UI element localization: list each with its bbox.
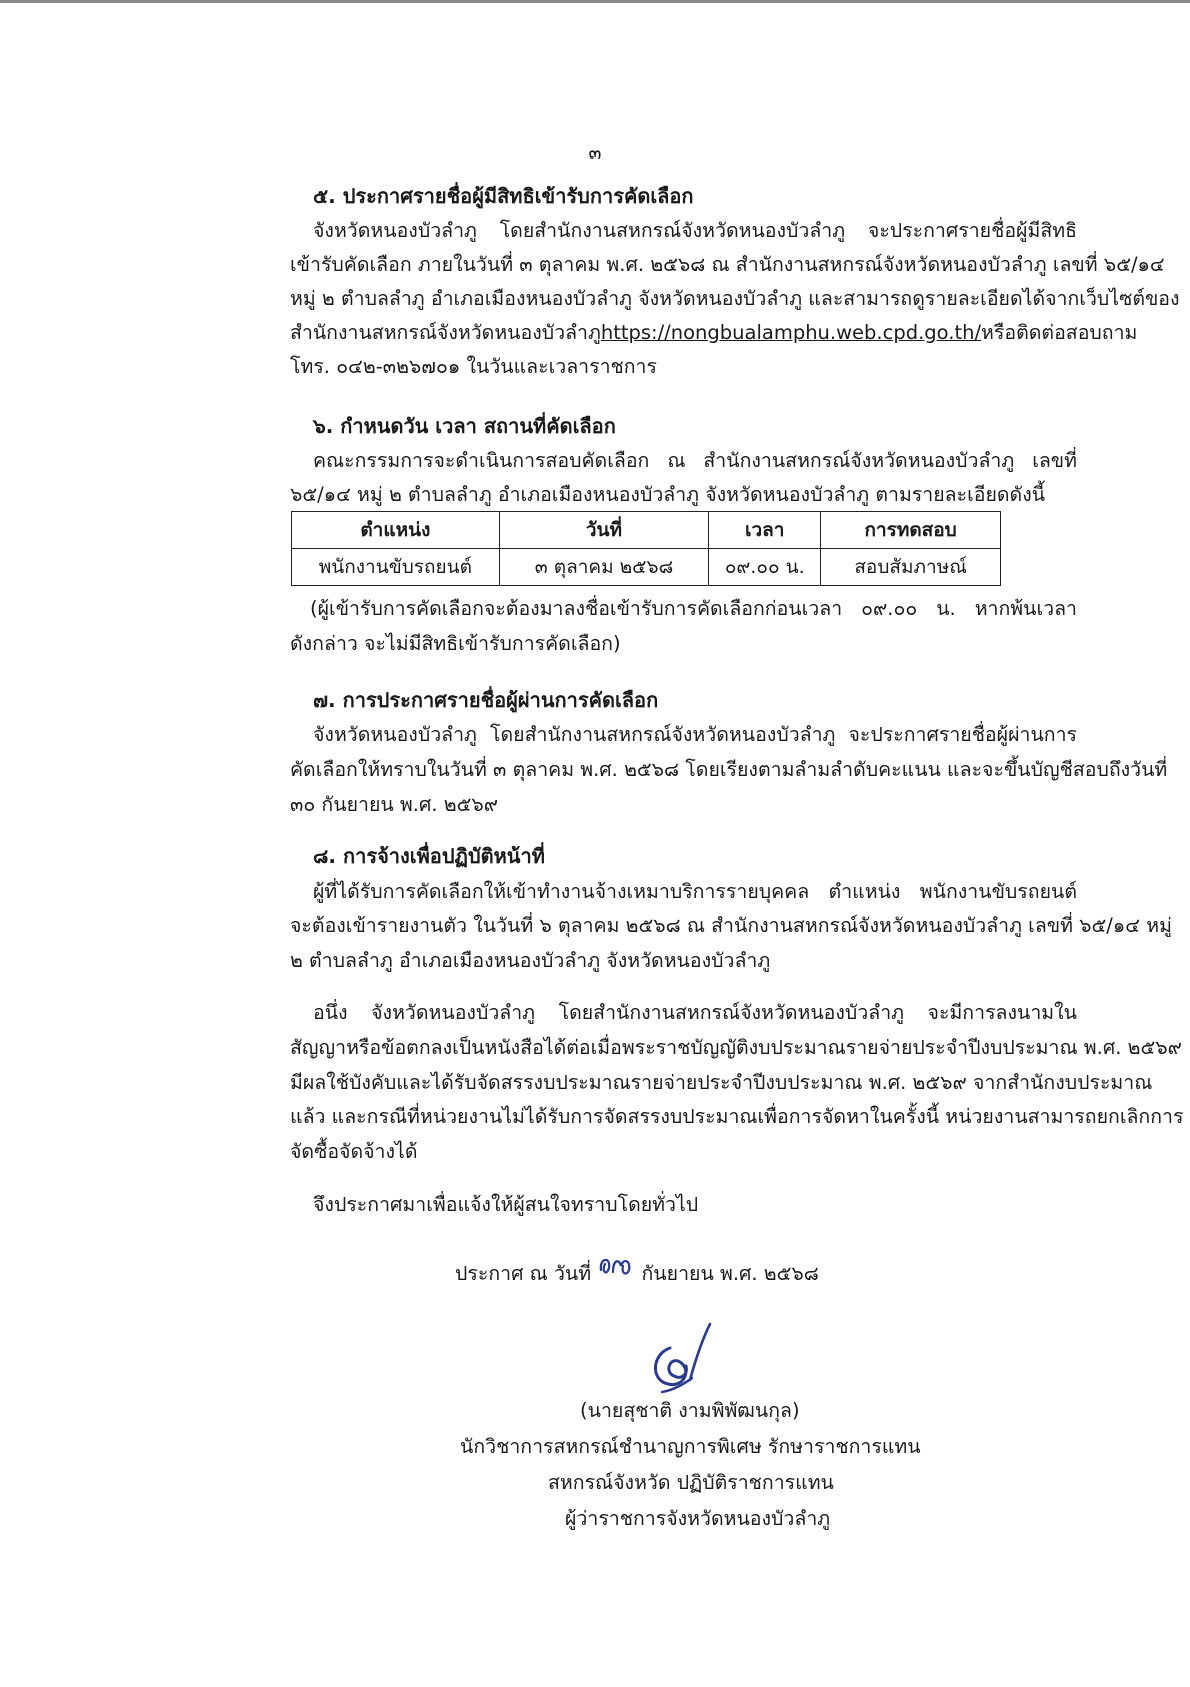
sec6-note-2: ดังกล่าว จะไม่มีสิทธิเข้ารับการคัดเลือก)	[290, 632, 621, 655]
schedule-table	[291, 511, 1001, 586]
signatory-title-1: นักวิชาการสหกรณ์ชำนาญการพิเศษ รักษาราชการแทน	[460, 1435, 921, 1458]
sec8-line-1: ผู้ที่ได้รับการคัดเลือกให้เข้าทำงานจ้างเหมาบริการรายบุคคล ตำแหน่ง พนักงานขับรถยนต์	[313, 880, 1077, 903]
table-row	[292, 549, 1001, 586]
sec8-p2-line-1: อนึ่ง จังหวัดหนองบัวลำภู โดยสำนักงานสหกรณ์จังหวัดหนองบัวลำภู จะมีการลงนามใน	[313, 1001, 1077, 1024]
sec8-line-3: ๒ ตำบลลำภู อำเภอเมืองหนองบัวลำภู จังหวัดหนองบัวลำภู	[290, 949, 771, 972]
signatory-name: (นายสุชาติ งามพิพัฒนกุล)	[580, 1399, 800, 1422]
sec8-p2-line-3: มีผลใช้บังคับและได้รับจัดสรรงบประมาณรายจ่ายประจำปีงบประมาณ พ.ศ. ๒๕๖๙ จากสำนักงบประมาณ	[290, 1071, 1153, 1094]
website-link[interactable]: https://nongbualamphu.web.cpd.go.th/	[600, 321, 982, 344]
cell-date: ๓ ตุลาคม ๒๕๖๘	[499, 549, 709, 586]
closing-line: จึงประกาศมาเพื่อแจ้งให้ผู้สนใจทราบโดยทั่วไป	[313, 1193, 699, 1216]
handwritten-day	[597, 1250, 635, 1291]
sec6-line-2: ๖๕/๑๔ หมู่ ๒ ตำบลลำภู อำเภอเมืองหนองบัวลำภู จังหวัดหนองบัวลำภู ตามรายละเอียดดังนี้	[290, 483, 1046, 506]
table-header-row	[292, 512, 1001, 549]
cell-test: สอบสัมภาษณ์	[821, 549, 1001, 586]
date-prefix: ประกาศ ณ วันที่	[455, 1262, 592, 1285]
section-7-heading: ๗. การประกาศรายชื่อผู้ผ่านการคัดเลือก	[313, 688, 659, 712]
signatory-title-3: ผู้ว่าราชการจังหวัดหนองบัวลำภู	[565, 1507, 831, 1530]
cell-time: ๐๙.๐๐ น.	[709, 549, 821, 586]
header-date: วันที่	[499, 512, 709, 549]
date-line	[455, 1250, 819, 1291]
sec7-line-1: จังหวัดหนองบัวลำภู โดยสำนักงานสหกรณ์จังหวัดหนองบัวลำภู จะประกาศรายชื่อผู้ผ่านการ	[313, 723, 1077, 746]
date-suffix: กันยายน พ.ศ. ๒๕๖๘	[641, 1262, 819, 1285]
handwritten-day-mark	[597, 1250, 635, 1280]
sec5-contact-text: หรือติดต่อสอบถาม	[981, 321, 1138, 344]
sec8-p2-line-2: สัญญาหรือข้อตกลงเป็นหนังสือได้ต่อเมื่อพระราชบัญญัติงบประมาณรายจ่ายประจำปีงบประมาณ พ.ศ. ๒๕๖๙	[290, 1036, 1182, 1059]
sec5-line-3: หมู่ ๒ ตำบลลำภู อำเภอเมืองหนองบัวลำภู จังหวัดหนองบัวลำภู และสามารถดูรายละเอียดได้จากเว็บไซต์ของ	[290, 287, 1180, 310]
header-position: ตำแหน่ง	[292, 512, 500, 549]
header-time: เวลา	[709, 512, 821, 549]
section-8-heading: ๘. การจ้างเพื่อปฏิบัติหน้าที่	[313, 844, 545, 868]
sec8-p2-line-4: แล้ว และกรณีที่หน่วยงานไม่ได้รับการจัดสรรงบประมาณเพื่อการจัดหาในครั้งนี้ หน่วยงานสามารถยกเลิกการ	[290, 1105, 1184, 1128]
section-5-heading: ๕. ประกาศรายชื่อผู้มีสิทธิเข้ารับการคัดเลือก	[313, 184, 694, 208]
section-6-heading: ๖. กำหนดวัน เวลา สถานที่คัดเลือก	[313, 414, 616, 438]
sec6-line-1: คณะกรรมการจะดำเนินการสอบคัดเลือก ณ สำนักงานสหกรณ์จังหวัดหนองบัวลำภู เลขที่	[313, 449, 1077, 472]
scan-edge	[0, 0, 1190, 3]
sec5-line-1: จังหวัดหนองบัวลำภู โดยสำนักงานสหกรณ์จังหวัดหนองบัวลำภู จะประกาศรายชื่อผู้มีสิทธิ	[313, 219, 1077, 242]
sec7-line-3: ๓๐ กันยายน พ.ศ. ๒๕๖๙	[290, 793, 498, 816]
sec8-line-2: จะต้องเข้ารายงานตัว ในวันที่ ๖ ตุลาคม ๒๕๖๘ ณ สำนักงานสหกรณ์จังหวัดหนองบัวลำภู เลขที่ ๖๕/๑๔ หมู่	[290, 914, 1172, 937]
page-number: ๓	[588, 142, 602, 164]
sec5-line-2: เข้ารับคัดเลือก ภายในวันที่ ๓ ตุลาคม พ.ศ. ๒๕๖๘ ณ สำนักงานสหกรณ์จังหวัดหนองบัวลำภู เลขที่ ๖๕/๑๔	[290, 253, 1165, 276]
sec5-line-4	[290, 316, 1138, 350]
sec5-line-5: โทร. ๐๔๒-๓๒๖๗๐๑ ในวันและเวลาราชการ	[290, 355, 657, 378]
sec7-line-2: คัดเลือกให้ทราบในวันที่ ๓ ตุลาคม พ.ศ. ๒๕๖๘ โดยเรียงตามลำมลำดับคะแนน และจะขึ้นบัญชีสอบถึงวันที่	[290, 758, 1168, 781]
sec8-p2-line-5: จัดซื้อจัดจ้างได้	[290, 1140, 418, 1163]
sec6-note-1: (ผู้เข้ารับการคัดเลือกจะต้องมาลงชื่อเข้ารับการคัดเลือกก่อนเวลา ๐๙.๐๐ น. หากพ้นเวลา	[310, 597, 1077, 620]
header-test: การทดสอบ	[821, 512, 1001, 549]
cell-position: พนักงานขับรถยนต์	[292, 549, 500, 586]
signatory-title-2: สหกรณ์จังหวัด ปฏิบัติราชการแทน	[548, 1471, 834, 1494]
sec5-office-text: สำนักงานสหกรณ์จังหวัดหนองบัวลำภู	[290, 321, 601, 344]
